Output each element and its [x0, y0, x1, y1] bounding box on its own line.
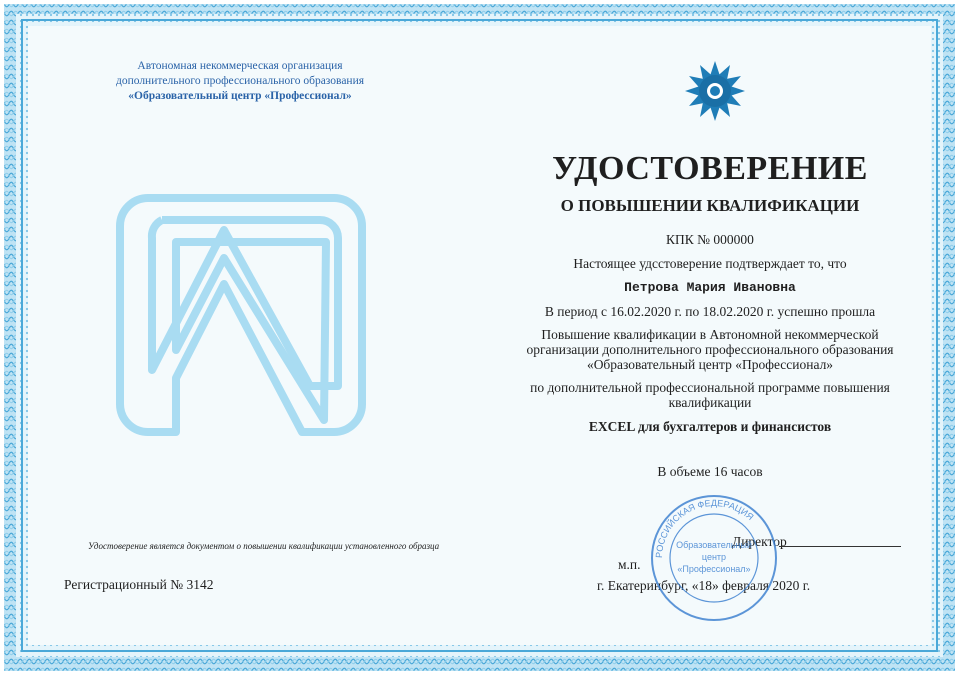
certificate-number: КПК № 000000: [666, 232, 754, 247]
profi-logo-watermark: [112, 190, 374, 440]
seal-place-label: м.п.: [618, 557, 641, 572]
program-line1: по дополнительной профессиональной программе повышения: [530, 380, 890, 395]
director-label: Директор: [732, 534, 787, 549]
org-name-line1: Автономная некоммерческая организация: [137, 60, 343, 72]
certificate-title: УДОСТОВЕРЕНИЕ: [552, 150, 868, 187]
official-stamp: [648, 492, 780, 624]
program-name: EXCEL для бухгалтеров и финансистов: [588, 419, 832, 434]
place-and-date: г. Екатеринбург, «18» февраля 2020 г.: [597, 578, 811, 593]
emblem-flower-icon: [681, 60, 749, 122]
certificate-subtitle: О ПОВЫШЕНИИ КВАЛИФИКАЦИИ: [560, 196, 860, 215]
program-line2: квалификации: [668, 395, 752, 410]
course-desc-line1: Повышение квалификации в Автономной некоммерческой: [541, 327, 879, 342]
org-name-line3: «Образовательный центр «Профессионал»: [128, 90, 352, 102]
stamp-outer-text: РОССИЙСКАЯ ФЕДЕРАЦИЯ: [653, 497, 756, 559]
confirmation-text: Настоящее удсстоверение подтверждает то, что: [573, 256, 847, 271]
signature-line: [779, 546, 901, 547]
course-desc-line2: организации дополнительного профессионального образования: [526, 342, 894, 357]
course-desc-line3: «Образовательный центр «Профессионал»: [586, 357, 834, 372]
org-name-line2: дополнительного профессионального образования: [115, 75, 365, 87]
stamp-center-line2: центр: [701, 552, 727, 562]
legal-note: Удостоверение является документом о повышении квалификации установленного образца: [88, 541, 440, 551]
holder-name: Петрова Мария Ивановна: [624, 280, 796, 295]
stamp-center-line3: «Профессионал»: [677, 564, 751, 574]
registration-number: Регистрационный № 3142: [64, 577, 214, 592]
training-period: В период с 16.02.2020 г. по 18.02.2020 г. успешно прошла: [544, 304, 876, 319]
stamp-center-line1: Образовательный: [676, 540, 752, 550]
course-volume: В объеме 16 часов: [657, 464, 763, 479]
